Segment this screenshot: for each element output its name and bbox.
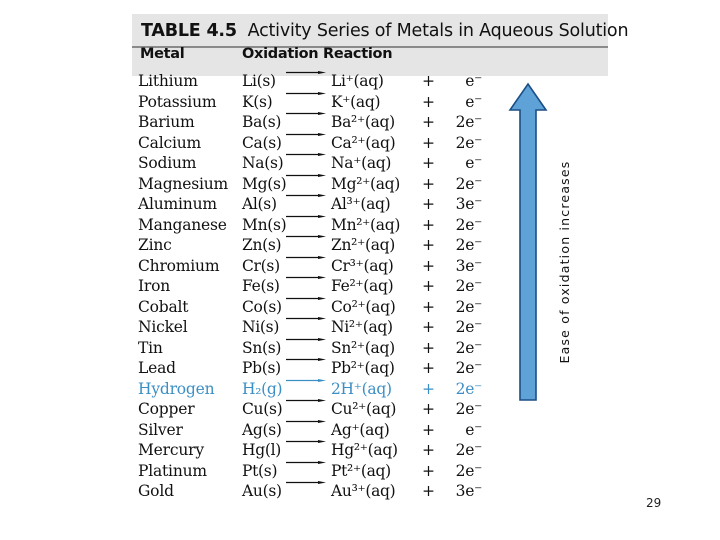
plus-sign: + (422, 133, 435, 152)
ion-formula: Ca²⁺(aq) (331, 133, 396, 152)
up-arrow-shape (510, 84, 546, 400)
plus-sign: + (422, 236, 435, 254)
plus-sign: + (422, 174, 435, 193)
metal-name: Manganese (138, 215, 227, 234)
electron-count: 2e⁻ (455, 236, 482, 254)
table-row (132, 420, 608, 441)
metal-name: Platinum (138, 461, 207, 480)
metal-name: Cobalt (138, 297, 189, 316)
electron-count: 2e⁻ (455, 215, 482, 234)
reactant-formula: Li(s) (242, 72, 276, 90)
reactant-formula: Ba(s) (242, 113, 282, 131)
reaction-arrow-icon (286, 112, 326, 115)
reactant-formula: Mn(s) (242, 215, 287, 234)
up-arrow-icon (508, 82, 548, 402)
metal-name: Chromium (138, 256, 220, 275)
electron-count: 2e⁻ (455, 277, 482, 295)
electron-count: e⁻ (465, 72, 482, 90)
ion-formula: 2H⁺(aq) (331, 379, 392, 398)
reaction-arrow-icon (286, 317, 326, 320)
electron-count: 3e⁻ (455, 195, 482, 213)
electron-count: 2e⁻ (455, 113, 482, 131)
electron-count: e⁻ (465, 92, 482, 111)
table-title (141, 18, 628, 44)
reaction-arrow-icon (286, 215, 326, 218)
metal-name: Nickel (138, 318, 188, 336)
table-row (132, 399, 608, 420)
table-number: TABLE 4.5 (141, 21, 237, 41)
metal-name: Iron (138, 277, 171, 295)
ion-formula: Cr³⁺(aq) (331, 256, 394, 275)
reaction-arrow-icon (286, 440, 326, 443)
plus-sign: + (422, 92, 435, 111)
reaction-arrow-icon (286, 276, 326, 279)
table-title-text: Activity Series of Metals in Aqueous Solution (247, 21, 629, 41)
metal-name: Tin (138, 338, 163, 357)
metal-name: Sodium (138, 154, 197, 172)
ion-formula: Mn²⁺(aq) (331, 215, 401, 234)
electron-count: 2e⁻ (455, 379, 482, 398)
ion-formula: Cu²⁺(aq) (331, 400, 397, 418)
electron-count: 3e⁻ (455, 482, 482, 500)
plus-sign: + (422, 72, 435, 90)
electron-count: 2e⁻ (455, 297, 482, 316)
reactant-formula: Fe(s) (242, 277, 280, 295)
plus-sign: + (422, 441, 435, 459)
reactant-formula: K(s) (242, 92, 273, 111)
metal-name: Barium (138, 113, 195, 131)
reactant-formula: Mg(s) (242, 174, 287, 193)
plus-sign: + (422, 461, 435, 480)
reaction-arrow-icon (286, 399, 326, 402)
metal-name: Lithium (138, 72, 198, 90)
ion-formula: Ni²⁺(aq) (331, 318, 393, 336)
ion-formula: Pt²⁺(aq) (331, 461, 391, 480)
electron-count: 2e⁻ (455, 359, 482, 377)
table-row (132, 440, 608, 461)
reaction-arrow-icon (286, 235, 326, 238)
electron-count: e⁻ (465, 420, 482, 439)
plus-sign: + (422, 297, 435, 316)
metal-name: Mercury (138, 441, 204, 459)
metal-name: Calcium (138, 133, 201, 152)
table-header (132, 14, 629, 76)
ion-formula: K⁺(aq) (331, 92, 381, 111)
electron-count: 3e⁻ (455, 256, 482, 275)
reactant-formula: Na(s) (242, 154, 284, 172)
electron-count: 2e⁻ (455, 441, 482, 459)
ion-formula: Ag⁺(aq) (331, 420, 390, 439)
reaction-arrow-icon (286, 92, 326, 95)
reactant-formula: Zn(s) (242, 236, 282, 254)
reactant-formula: Ni(s) (242, 318, 280, 336)
reaction-arrow-icon (286, 379, 326, 382)
electron-count: 2e⁻ (455, 318, 482, 336)
electron-count: e⁻ (465, 154, 482, 172)
plus-sign: + (422, 154, 435, 172)
ion-formula: Zn²⁺(aq) (331, 236, 396, 254)
metal-name: Lead (138, 359, 176, 377)
table-row (132, 461, 608, 482)
ion-formula: Al³⁺(aq) (331, 195, 391, 213)
page-number: 29 (646, 496, 662, 510)
electron-count: 2e⁻ (455, 133, 482, 152)
ion-formula: Li⁺(aq) (331, 72, 384, 90)
metal-name: Zinc (138, 236, 172, 254)
plus-sign: + (422, 277, 435, 295)
reactant-formula: Ag(s) (242, 420, 282, 439)
electron-count: 2e⁻ (455, 174, 482, 193)
column-header-oxidation-reaction: Oxidation Reaction (242, 46, 393, 62)
reactant-formula: Sn(s) (242, 338, 282, 357)
plus-sign: + (422, 379, 435, 398)
reactant-formula: Pt(s) (242, 461, 278, 480)
metal-name: Copper (138, 400, 195, 418)
reactant-formula: Cu(s) (242, 400, 283, 418)
metal-name: Magnesium (138, 174, 228, 193)
reactant-formula: Al(s) (242, 195, 277, 213)
reactant-formula: Ca(s) (242, 133, 282, 152)
reactant-formula: H₂(g) (242, 379, 283, 398)
reactant-formula: Hg(l) (242, 441, 281, 459)
ion-formula: Co²⁺(aq) (331, 297, 396, 316)
ion-formula: Ba²⁺(aq) (331, 113, 395, 131)
reaction-arrow-icon (286, 71, 326, 74)
reaction-arrow-icon (286, 153, 326, 156)
reaction-arrow-icon (286, 133, 326, 136)
plus-sign: + (422, 338, 435, 357)
reactant-formula: Cr(s) (242, 256, 280, 275)
plus-sign: + (422, 256, 435, 275)
reaction-arrow-icon (286, 481, 326, 484)
metal-name: Gold (138, 482, 174, 500)
reaction-arrow-icon (286, 256, 326, 259)
column-header-metal: Metal (140, 46, 185, 62)
reaction-arrow-icon (286, 461, 326, 464)
ion-formula: Sn²⁺(aq) (331, 338, 395, 357)
plus-sign: + (422, 482, 435, 500)
ion-formula: Mg²⁺(aq) (331, 174, 401, 193)
plus-sign: + (422, 359, 435, 377)
ion-formula: Pb²⁺(aq) (331, 359, 395, 377)
electron-count: 2e⁻ (455, 400, 482, 418)
plus-sign: + (422, 400, 435, 418)
reaction-arrow-icon (286, 194, 326, 197)
metal-name: Potassium (138, 92, 217, 111)
ease-of-oxidation-label: Ease of oxidation increases (557, 160, 572, 364)
plus-sign: + (422, 420, 435, 439)
reactant-formula: Au(s) (242, 482, 282, 500)
metal-name: Hydrogen (138, 379, 215, 398)
electron-count: 2e⁻ (455, 338, 482, 357)
reaction-arrow-icon (286, 358, 326, 361)
metal-name: Silver (138, 420, 183, 439)
ion-formula: Na⁺(aq) (331, 154, 392, 172)
reactant-formula: Pb(s) (242, 359, 281, 377)
ion-formula: Fe²⁺(aq) (331, 277, 394, 295)
activity-series-table (132, 14, 629, 514)
ion-formula: Hg²⁺(aq) (331, 441, 398, 459)
plus-sign: + (422, 318, 435, 336)
plus-sign: + (422, 113, 435, 131)
reaction-arrow-icon (286, 297, 326, 300)
reaction-arrow-icon (286, 174, 326, 177)
electron-count: 2e⁻ (455, 461, 482, 480)
reactant-formula: Co(s) (242, 297, 282, 316)
plus-sign: + (422, 195, 435, 213)
reaction-arrow-icon (286, 420, 326, 423)
ion-formula: Au³⁺(aq) (331, 482, 396, 500)
plus-sign: + (422, 215, 435, 234)
metal-name: Aluminum (138, 195, 217, 213)
reaction-arrow-icon (286, 338, 326, 341)
table-row (132, 481, 608, 502)
